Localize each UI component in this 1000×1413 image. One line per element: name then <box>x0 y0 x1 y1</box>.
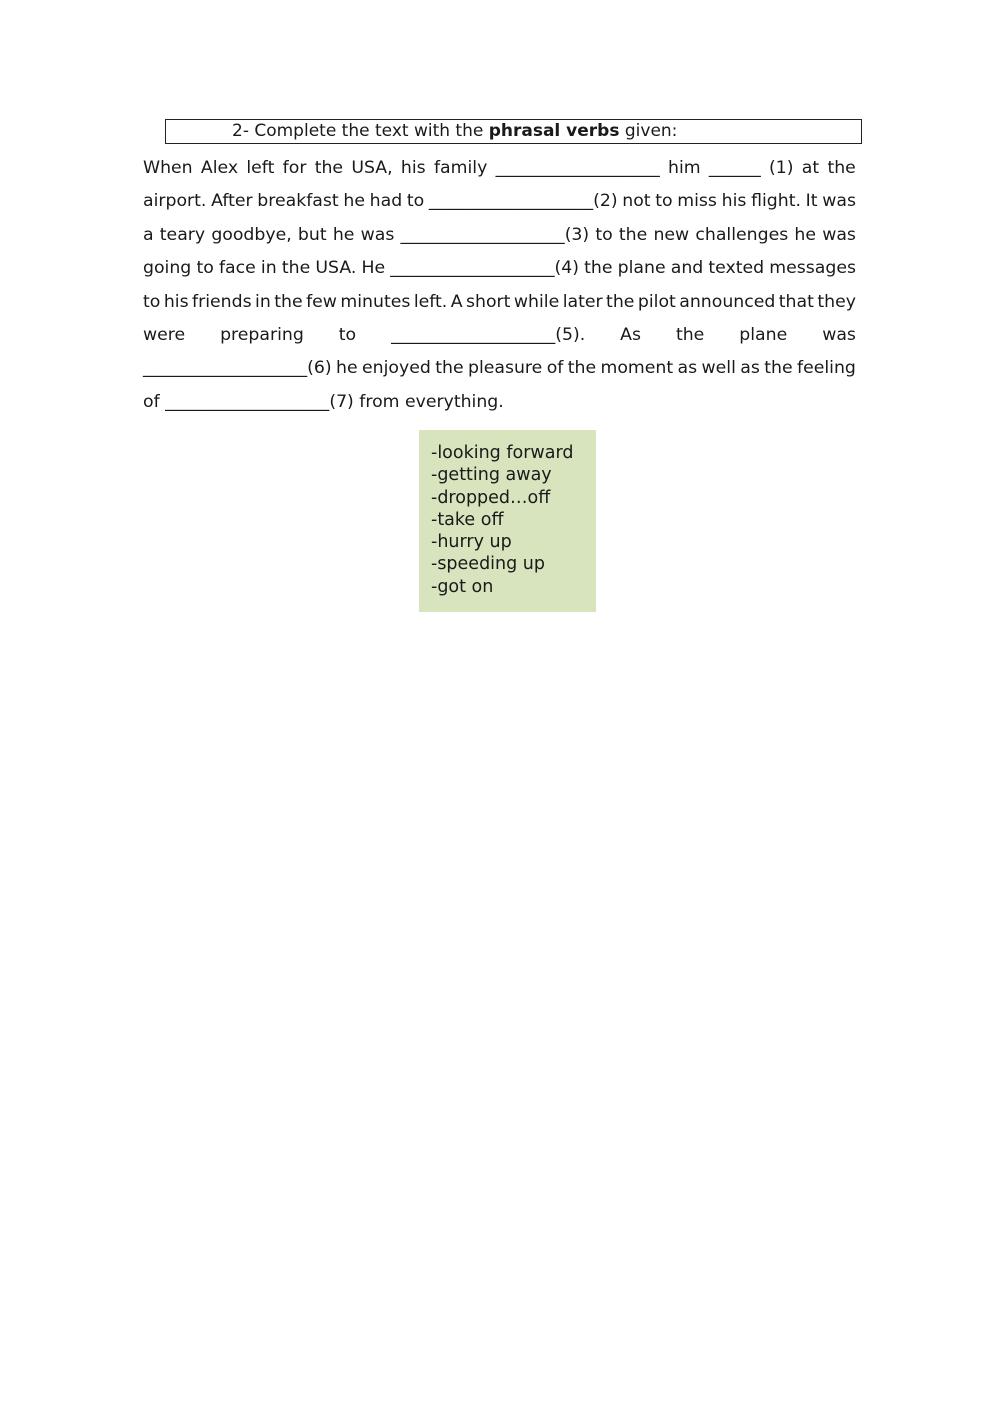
passage-word: to <box>338 324 357 345</box>
passage-word: later <box>562 291 603 312</box>
passage-word: the <box>567 358 597 379</box>
word-bank-item: -hurry up <box>431 532 512 553</box>
passage-word: the <box>675 324 705 345</box>
passage-word: his <box>721 191 747 212</box>
passage-word: going <box>143 258 192 279</box>
word-bank-box <box>419 430 596 612</box>
passage-word: at <box>801 158 820 178</box>
instruction-prefix: 2- Complete the text with the <box>232 121 489 141</box>
passage-word: enjoyed <box>362 358 431 379</box>
passage-word: teary <box>159 224 206 245</box>
passage-word: he <box>336 358 358 379</box>
passage-word: announced <box>679 291 776 312</box>
passage-line <box>143 319 856 352</box>
instruction-suffix: given: <box>619 121 678 141</box>
passage-word: the <box>827 158 856 178</box>
passage-word: the <box>618 224 648 245</box>
passage-word: well <box>701 358 736 379</box>
passage-word: ______ <box>708 158 761 178</box>
passage-word: minutes <box>340 291 411 312</box>
passage-word: USA, <box>351 158 393 178</box>
passage-line <box>143 152 856 185</box>
passage-word: moment <box>600 358 674 379</box>
passage-word: the <box>435 358 464 379</box>
passage-word: for <box>282 158 307 178</box>
passage-word: to <box>196 258 214 279</box>
passage-word: his <box>163 291 189 312</box>
passage-word: in <box>260 258 277 279</box>
passage-line <box>143 352 856 385</box>
passage-word: He <box>361 258 386 279</box>
passage-word: the <box>281 258 311 279</box>
passage-word: as <box>677 358 698 379</box>
passage-word: had <box>369 191 403 212</box>
passage-word: the <box>274 291 303 312</box>
passage-word: a <box>143 224 154 245</box>
passage-word: (1) <box>769 158 794 178</box>
instruction-bold: phrasal verbs <box>488 121 620 141</box>
passage-word: ___________________(2) <box>428 191 618 212</box>
passage-word: family <box>433 158 488 178</box>
passage-word: he <box>343 191 365 212</box>
passage-word: of <box>546 358 564 379</box>
passage-text <box>143 152 856 419</box>
passage-word: challenges <box>695 224 789 245</box>
passage-line <box>143 252 856 285</box>
word-bank-item: -looking forward <box>431 443 574 463</box>
passage-word: the <box>584 258 613 279</box>
passage-word: ___________________ <box>495 158 660 178</box>
word-bank-item: -got on <box>431 576 494 597</box>
passage-word: new <box>653 224 690 245</box>
passage-word: not <box>622 191 651 212</box>
passage-word: It <box>805 191 818 212</box>
passage-word: face <box>218 258 256 279</box>
passage-word: Alex <box>200 158 239 178</box>
passage-word: few <box>306 291 337 312</box>
passage-word: plane <box>617 258 666 279</box>
passage-word: As <box>620 324 641 345</box>
passage-word: goodbye, <box>211 224 292 245</box>
passage-word: was <box>822 191 856 212</box>
passage-word: in <box>255 291 271 312</box>
passage-word: while <box>513 291 560 312</box>
passage-word: that <box>778 291 814 312</box>
passage-word: pilot <box>637 291 676 312</box>
passage-word: to <box>143 291 161 312</box>
passage-word: pleasure <box>467 358 543 379</box>
passage-word: and <box>670 258 704 279</box>
passage-line <box>143 185 856 218</box>
passage-word: the <box>606 291 635 312</box>
passage-word: to <box>406 191 425 212</box>
passage-word: plane <box>739 324 788 345</box>
passage-word: ___________________(4) <box>390 258 579 279</box>
passage-word: short <box>466 291 511 312</box>
passage-word: messages <box>769 258 856 279</box>
passage-word: as <box>740 358 760 379</box>
passage-word: his <box>400 158 426 178</box>
passage-word: the <box>764 358 793 379</box>
passage-word: feeling <box>797 358 856 379</box>
passage-word: ___________________(5). <box>391 324 586 345</box>
passage-word: miss <box>677 191 717 212</box>
passage-last-line: of ___________________(7) from everything. <box>143 391 504 412</box>
passage-word: left. <box>413 291 448 312</box>
word-bank-item: -dropped…off <box>431 487 551 508</box>
passage-word: flight. <box>751 191 801 212</box>
passage-word: him <box>668 158 701 178</box>
passage-word: was <box>360 224 395 245</box>
passage-word: breakfast <box>257 191 339 212</box>
word-bank-item: -getting away <box>431 465 552 486</box>
passage-line <box>143 219 856 252</box>
passage-word: the <box>314 158 344 178</box>
passage-word: left <box>246 158 275 178</box>
passage-word: friends <box>192 291 252 312</box>
passage-word: to <box>595 224 613 245</box>
passage-word: he <box>332 224 355 245</box>
passage-word: A <box>450 291 463 312</box>
passage-word: When <box>143 158 193 178</box>
passage-word: they <box>817 291 856 312</box>
passage-word: preparing <box>220 324 304 345</box>
passage-word: to <box>655 191 673 212</box>
passage-word: but <box>297 224 327 245</box>
passage-word: USA. <box>315 258 357 279</box>
passage-word: texted <box>708 258 765 279</box>
passage-word: were <box>143 324 186 345</box>
passage-word: was <box>822 224 856 245</box>
passage-line <box>143 286 856 319</box>
word-bank-item: -take off <box>431 509 504 530</box>
passage-word: ___________________(3) <box>400 224 590 245</box>
instruction-box <box>165 119 862 144</box>
passage-word: ___________________(6) <box>143 358 332 379</box>
passage-word: After <box>211 191 253 212</box>
passage-word: he <box>794 224 816 245</box>
passage-word: airport. <box>143 191 207 212</box>
passage-word: was <box>822 324 856 345</box>
word-bank-item: -speeding up <box>431 554 546 575</box>
